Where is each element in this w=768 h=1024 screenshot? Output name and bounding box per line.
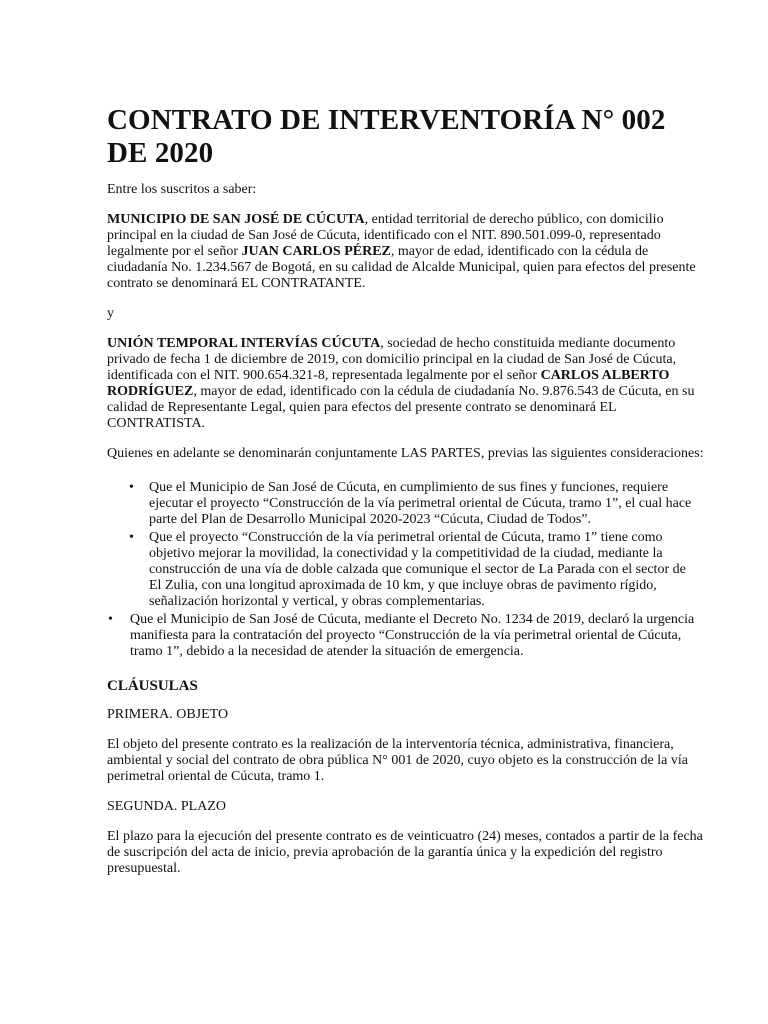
party-contratista-text-b: , mayor de edad, identificado con la cédula de ciudadanía No. 9.876.543 de Cúcuta, en su calidad de Representante Legal, quien para efectos del presente contrato se denominará EL CONTRATISTA.: [107, 384, 695, 431]
party-contratante-representative: JUAN CARLOS PÉREZ: [241, 244, 391, 259]
party-contratista-representative: CARLOS ALBERTO RODRÍGUEZ: [107, 368, 670, 399]
document-title: CONTRATO DE INTERVENTORÍA N° 002 DE 2020: [107, 104, 666, 169]
clause-text: El objeto del presente contrato es la realización de la interventoría técnica, administrativa, financiera, ambiental y social del contrato de obra pública N° 001 de 2020, cuyo objeto es la construcción de la vía perimetral oriental de Cúcuta, tramo 1.: [107, 737, 688, 784]
party-contratista-paragraph: [107, 336, 708, 432]
clauses-heading: CLÁUSULAS: [107, 678, 198, 694]
party-contratante-paragraph: [107, 212, 708, 292]
consideration-item-outer: • Que el Municipio de San José de Cúcuta, mediante el Decreto No. 1234 de 2019, declaró la urgencia manifiesta para la contratación del proyecto “Construcción de la vía perimetral oriental de Cúcuta, tramo 1”, debido a la necesidad de atender la situación de emergencia.: [130, 612, 708, 660]
clause-title: PRIMERA. OBJETO: [107, 707, 229, 722]
considerations-list: [107, 480, 708, 610]
considerations-outer-list: [107, 612, 708, 660]
party-contratante-name: MUNICIPIO DE SAN JOSÉ DE CÚCUTA: [107, 212, 365, 227]
party-contratista-name: UNIÓN TEMPORAL INTERVÍAS CÚCUTA: [107, 336, 381, 351]
clause-text: El plazo para la ejecución del presente contrato es de veinticuatro (24) meses, contados a partir de la fecha de suscripción del acta de inicio, previa aprobación de la garantía única y la expedición del registro presupuestal.: [107, 829, 703, 876]
party-contratante-text-b: , mayor de edad, identificado con la cédula de ciudadanía No. 1.234.567 de Bogotá, en su calidad de Alcalde Municipal, quien para efectos del presente contrato se denominará EL CONTRATANTE.: [107, 244, 696, 291]
consideration-item: • Que el proyecto “Construcción de la vía perimetral oriental de Cúcuta, tramo 1” tiene como objetivo mejorar la movilidad, la conectividad y la competitividad de la ciudad, mediante la construcción de una vía de doble calzada que comunique el sector de La Parada con el sector de El Zulia, con una longitud aproximada de 10 km, y que incluye obras de pavimento rígido, señalización horizontal y vertical, y obras complementarias.: [149, 530, 708, 610]
parties-paragraph: Quienes en adelante se denominarán conjuntamente LAS PARTES, previas las siguientes consideraciones:: [107, 446, 704, 461]
clause-title: SEGUNDA. PLAZO: [107, 799, 226, 814]
consideration-item: • Que el Municipio de San José de Cúcuta, en cumplimiento de sus fines y funciones, requiere ejecutar el proyecto “Construcción de la vía perimetral oriental de Cúcuta, tramo 1”, el cual hace parte del Plan de Desarrollo Municipal 2020-2023 “Cúcuta, Ciudad de Todos”.: [149, 480, 708, 528]
conjunction-paragraph: y: [107, 306, 114, 321]
intro-paragraph: Entre los suscritos a saber:: [107, 182, 257, 197]
party-contratista-text-a: , sociedad de hecho constituida mediante documento privado de fecha 1 de diciembre de 2019, con domicilio principal en la ciudad de San José de Cúcuta, identificada con el NIT. 900.654.321-8, representada legalmente por el señor: [107, 336, 677, 383]
party-contratante-text-a: , entidad territorial de derecho público, con domicilio principal en la ciudad de San José de Cúcuta, identificado con el NIT. 890.501.099-0, representado legalmente por el señor: [107, 212, 664, 259]
